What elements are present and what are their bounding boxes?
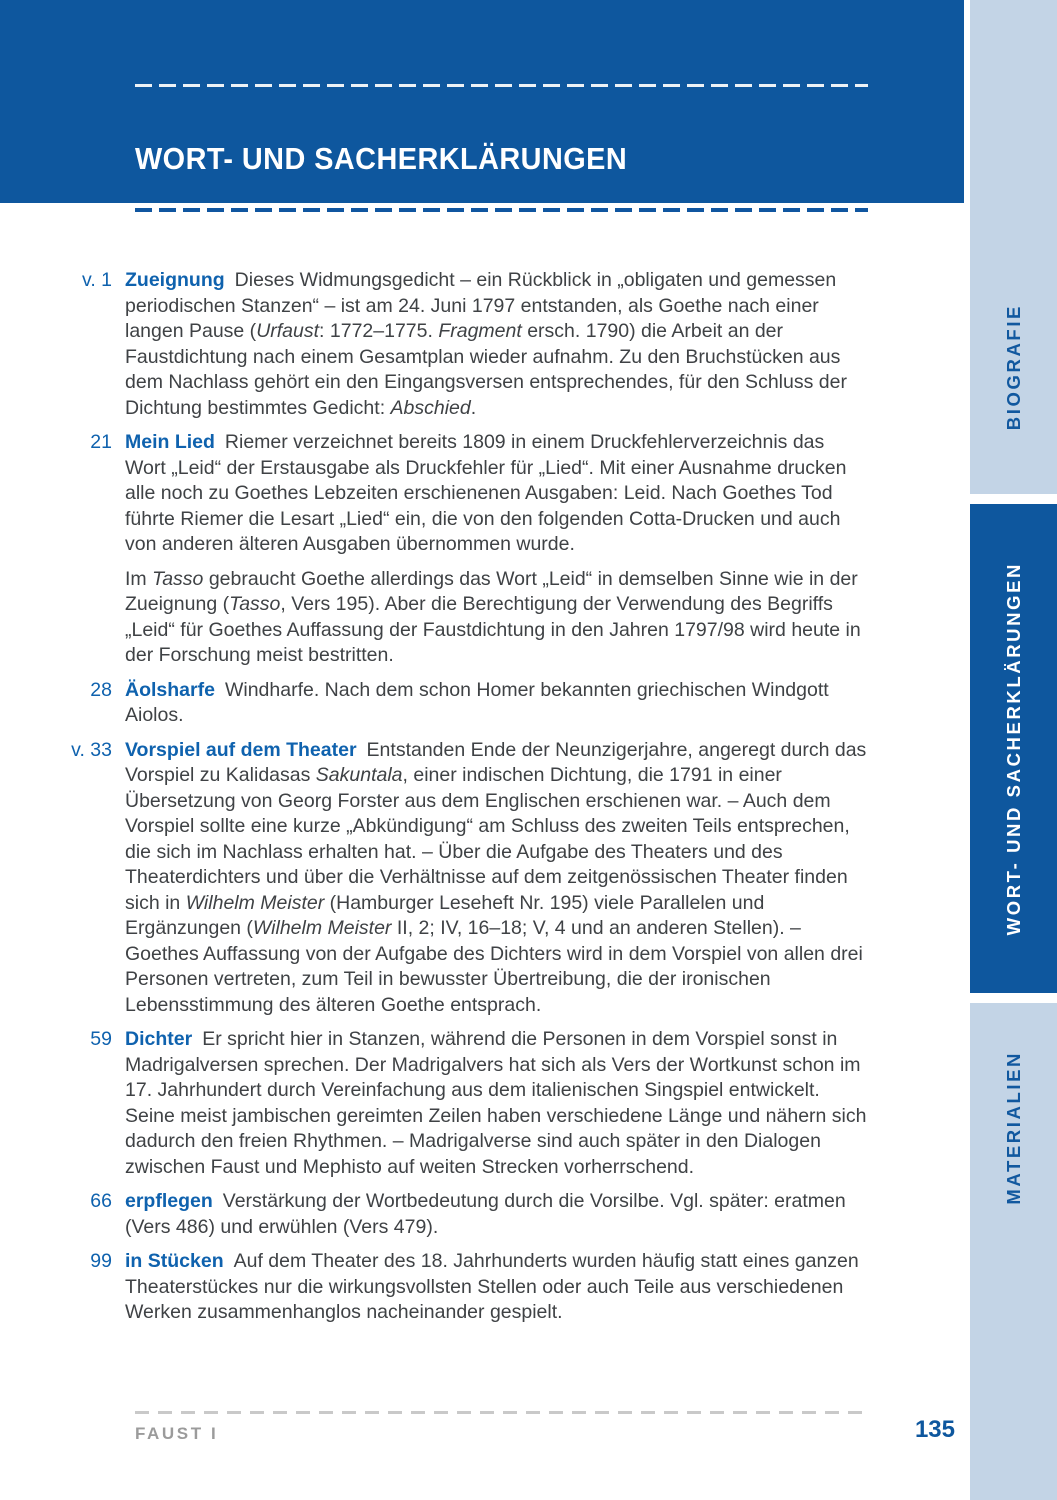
entry-text: ersch. 1790) die Arbeit an der Faustdichtung nach einem Gesamtplan wieder aufnahm. Zu den Bruchstücken aus dem Nachlass gehört ein den Eingangsversen entsprechendes, für den Schluss der Dichtung bestimmtes Gedicht: bbox=[125, 320, 847, 419]
entry-text: . bbox=[470, 396, 477, 419]
entry-term: erpflegen bbox=[125, 1190, 213, 1212]
entry-paragraph bbox=[125, 678, 868, 729]
tab-gap-bottom bbox=[970, 993, 1057, 1003]
tab-materialien[interactable] bbox=[970, 1003, 1057, 1253]
entry-term: Zueignung bbox=[125, 269, 225, 291]
verse-number: v. 33 bbox=[71, 738, 112, 761]
verse-number: v. 1 bbox=[82, 269, 112, 291]
glossary-entry bbox=[0, 430, 868, 669]
entry-term: Vorspiel auf dem Theater bbox=[125, 738, 357, 761]
entry-paragraph bbox=[125, 1027, 868, 1180]
entry-paragraph bbox=[125, 1189, 868, 1240]
glossary-entry bbox=[0, 268, 868, 421]
entry-text-italic: Sakuntala bbox=[315, 764, 403, 786]
entry-text-italic: Fragment bbox=[438, 320, 522, 342]
entry-body bbox=[125, 1189, 868, 1240]
entry-text-italic: Urfaust bbox=[256, 320, 320, 342]
glossary-entry bbox=[0, 1189, 868, 1240]
glossary-entry bbox=[0, 738, 868, 1019]
entry-text: Windharfe. Nach dem schon Homer bekannten griechischen Windgott Aiolos. bbox=[125, 678, 829, 726]
entry-text: , einer indischen Dichtung, die 1791 in einer Übersetzung von Georg Forster aus dem Englischen erschienen war. – Auch dem Vorspiel sollte eine kurze „Abkündigung“ am Schluss des zweiten Teils entsprechen, die sich im Nachlass erhalten hat. – Über die Aufgabe des Theaters und des Theaterdichters und über die Verhältnisse auf dem zeitgenössischen Theater finden sich in bbox=[125, 764, 850, 914]
entry-text-italic: Tasso bbox=[229, 593, 281, 615]
tab-biografie[interactable] bbox=[970, 240, 1057, 494]
entry-text: Im bbox=[125, 567, 153, 590]
header-dashed-line bbox=[135, 84, 868, 87]
page-number: 135 bbox=[914, 1416, 955, 1443]
entry-text: gebraucht Goethe allerdings das Wort „Leid“ in demselben Sinne wie in der Zueignung ( bbox=[125, 567, 858, 615]
verse-number: 59 bbox=[90, 1028, 112, 1050]
glossary-entry bbox=[0, 1027, 868, 1180]
entry-term: Dichter bbox=[125, 1028, 193, 1050]
entry-text: (Hamburger Leseheft Nr. 195) viele Parallelen und Ergänzungen ( bbox=[125, 891, 765, 939]
entry-body bbox=[125, 738, 868, 1019]
tab-wort-label: WORT- UND SACHERKLÄRUNGEN bbox=[1002, 561, 1024, 936]
entry-paragraph bbox=[125, 268, 868, 421]
entry-text-italic: Wilhelm Meister bbox=[185, 891, 325, 914]
entry-text-italic: Abschied bbox=[390, 396, 471, 419]
entry-text: Auf dem Theater des 18. Jahrhunderts wurden häufig statt eines ganzen Theaterstückes nur die wirkungsvollsten Stellen oder auch Teile aus verschiedenen Werken zusammenhanglos nacheinander gespielt. bbox=[125, 1250, 859, 1323]
entry-term: Äolsharfe bbox=[125, 678, 215, 701]
entry-body bbox=[125, 1027, 868, 1180]
entry-body bbox=[125, 430, 868, 669]
tab-gap-top bbox=[970, 494, 1057, 504]
glossary-entry bbox=[0, 678, 868, 729]
entry-body bbox=[125, 1249, 868, 1326]
book-title: FAUST I bbox=[135, 1424, 219, 1443]
glossary-entry bbox=[0, 1249, 868, 1326]
entry-term: Mein Lied bbox=[125, 431, 215, 453]
entry-text: Er spricht hier in Stanzen, während die Personen in dem Vorspiel sonst in Madrigalversen sprechen. Der Madrigalvers hat sich als Vers der Wortkunst schon im 17. Jahrhundert durch Vereinfachung aus dem italienischen Singspiel entwickelt. Seine meist jambischen gereimten Zeilen haben verschiedene Länge und nähern sich dadurch den freien Rhythmen. – Madrigalverse sind auch später in den Dialogen zwischen Faust und Mephisto auf weiten Strecken vorherrschend. bbox=[125, 1028, 867, 1178]
entry-text: , Vers 195). Aber die Berechtigung der Verwendung des Begriffs „Leid“ für Goethes Auffassung der Faustdichtung in den Jahren 1797/98 wird heute in der Forschung meist bestritten. bbox=[125, 593, 861, 666]
entry-text: Dieses Widmungsgedicht – ein Rückblick in „obligaten und gemessen periodischen Stanzen“ – ist am 24. Juni 1797 entstanden, als Goethe nach einer langen Pause ( bbox=[125, 269, 837, 342]
entry-text: Entstanden Ende der Neunzigerjahre, angeregt durch das Vorspiel zu Kalidasas bbox=[125, 738, 867, 786]
verse-number: 21 bbox=[90, 431, 112, 453]
entry-text: II, 2; IV, 16–18; V, 4 und an anderen Stellen). – Goethes Auffassung von der Aufgabe des Dichters wird in dem Vorspiel von allen drei Personen vertreten, zum Teil in bewusster Übertreibung, die der ironischen Lebensstimmung des älteren Goethe entsprach. bbox=[125, 917, 863, 1016]
entry-text: : 1772–1775. bbox=[319, 320, 439, 342]
entry-text: Verstärkung der Wortbedeutung durch die Vorsilbe. Vgl. später: eratmen (Vers 486) und erwühlen (Vers 479). bbox=[125, 1190, 846, 1238]
entry-text-italic: Wilhelm Meister bbox=[252, 917, 392, 939]
entry-text: Riemer verzeichnet bereits 1809 in einem Druckfehlerverzeichnis das Wort „Leid“ der Erstausgabe als Druckfehler für „Lied“. Mit einer Ausnahme drucken alle noch zu Goethes Lebzeiten erschienenen Ausgaben: Leid. Nach Goethes Tod führte Riemer die Lesart „Lied“ ein, die von den folgenden Cotta-Drucken und auch von anderen älteren Ausgaben übernommen wurde. bbox=[125, 431, 847, 555]
page-title: WORT- UND SACHERKLÄRUNGEN bbox=[135, 141, 628, 176]
tab-biografie-label: BIOGRAFIE bbox=[1002, 303, 1024, 431]
entry-paragraph bbox=[125, 1249, 868, 1326]
entry-text-italic: Tasso bbox=[152, 567, 204, 590]
footer-divider-dashed bbox=[135, 1411, 868, 1414]
entry-paragraph bbox=[125, 430, 868, 558]
header-banner bbox=[0, 0, 964, 203]
verse-number: 28 bbox=[90, 678, 112, 701]
tab-materialien-label: MATERIALIEN bbox=[1002, 1051, 1024, 1205]
entry-paragraph bbox=[125, 567, 868, 669]
glossary-list bbox=[0, 268, 868, 1335]
section-divider-dashed bbox=[135, 208, 868, 212]
entry-body bbox=[125, 678, 868, 729]
tab-wort-und-sacherklaerungen[interactable] bbox=[970, 504, 1057, 993]
entry-term: in Stücken bbox=[125, 1250, 224, 1272]
entry-body bbox=[125, 268, 868, 421]
verse-number: 66 bbox=[90, 1190, 112, 1212]
entry-paragraph bbox=[125, 738, 868, 1019]
verse-number: 99 bbox=[90, 1250, 112, 1272]
